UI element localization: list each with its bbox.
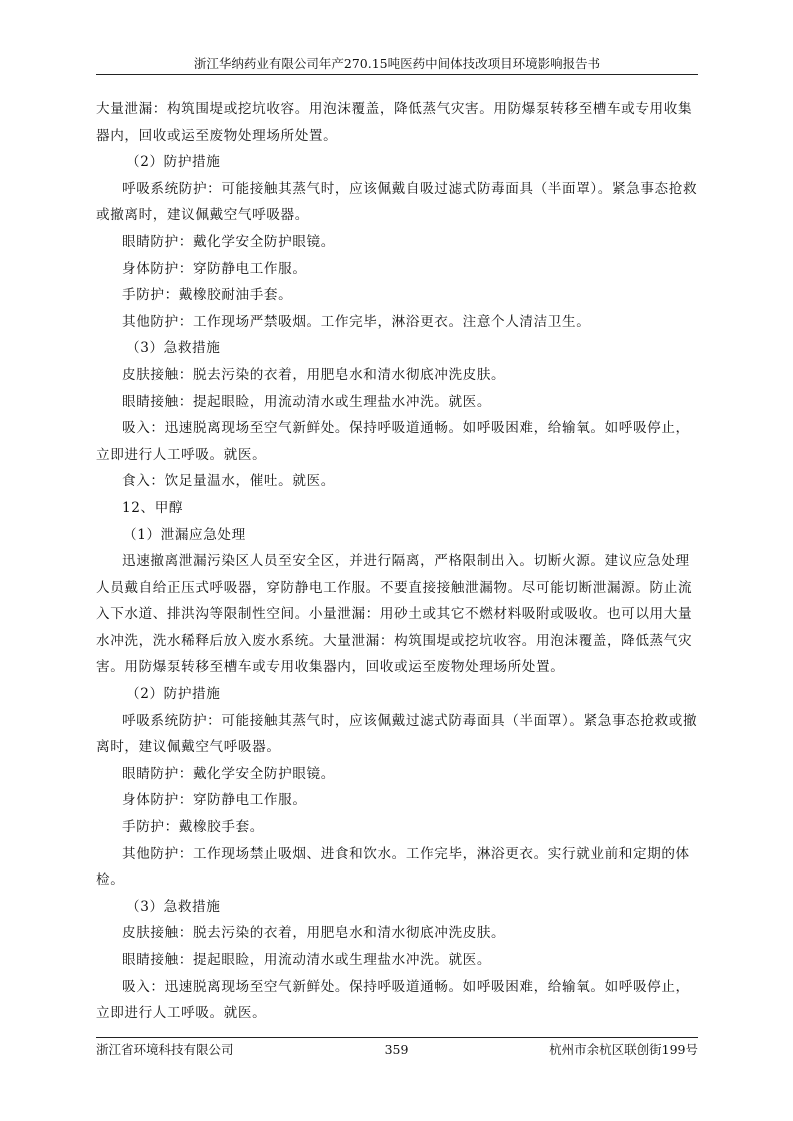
- paragraph: 手防护：戴橡胶手套。: [122, 819, 264, 836]
- paragraph: 吸入：迅速脱离现场至空气新鲜处。保持呼吸道通畅。如呼吸困难，给输氧。如呼吸停止，立即进行人工呼吸。就医。: [96, 420, 690, 463]
- paragraph: 身体防护：穿防静电工作服。: [122, 260, 307, 277]
- paragraph: （2）防护措施: [126, 686, 221, 703]
- paragraph: 其他防护：工作现场禁止吸烟、进食和饮水。工作完毕，淋浴更衣。实行就业前和定期的体检。: [96, 845, 690, 889]
- footer-address: 杭州市余杭区联创街199号: [549, 1042, 698, 1057]
- paragraph: 吸入：迅速脱离现场至空气新鲜处。保持呼吸道通畅。如呼吸困难，给输氧。如呼吸停止，立即进行人工呼吸。就医。: [96, 978, 690, 1022]
- paragraph: 皮肤接触：脱去污染的衣着，用肥皂水和清水彻底冲洗皮肤。: [122, 366, 506, 383]
- paragraph: 眼睛接触：提起眼睑，用流动清水或生理盐水冲洗。就医。: [122, 952, 492, 968]
- paragraph: （1）泄漏应急处理: [123, 526, 246, 543]
- paragraph: （2）防护措施: [126, 154, 221, 171]
- footer-company: 浙江省环境科技有限公司: [96, 1042, 234, 1057]
- document-body: [96, 96, 698, 1027]
- paragraph: 皮肤接触：脱去污染的衣着，用肥皂水和清水彻底冲洗皮肤。: [122, 925, 506, 942]
- paragraph: 12、甲醇: [122, 499, 184, 516]
- page-number: 359: [384, 1042, 409, 1057]
- paragraph: 食入：饮足量温水，催吐。就医。: [122, 473, 335, 490]
- footer-divider: [96, 1037, 698, 1038]
- paragraph: 眼睛防护：戴化学安全防护眼镜。: [122, 765, 335, 782]
- paragraph: 其他防护：工作现场严禁吸烟。工作完毕，淋浴更衣。注意个人清洁卫生。: [122, 313, 591, 330]
- paragraph: 迅速撤离泄漏污染区人员至安全区，并进行隔离，严格限制出入。切断火源。建议应急处理人员戴自给正压式呼吸器，穿防静电工作服。不要直接接触泄漏物。尽可能切断泄漏源。防止流入下水道、排洪沟等限制性空间。小量泄漏：用砂土或其它不燃材料吸附或吸收。也可以用大量水冲洗，洗水稀释后放入废水系统。大量泄漏：构筑围堤或挖坑收容。用泡沫覆盖，降低蒸气灾害。用防爆泵转移至槽车或专用收集器内，回收或运至废物处理场所处置。: [96, 553, 693, 676]
- page-header: 浙江华纳药业有限公司年产270.15吨医药中间体技改项目环境影响报告书: [193, 56, 601, 71]
- paragraph: 眼睛接触：提起眼睑，用流动清水或生理盐水冲洗。就医。: [122, 393, 492, 410]
- paragraph: （3）急救措施: [126, 340, 221, 357]
- paragraph: （3）急救措施: [126, 898, 221, 915]
- paragraph: 呼吸系统防护：可能接触其蒸气时，应该佩戴自吸过滤式防毒面具（半面罩）。紧急事态抢救或撤离时，建议佩戴空气呼吸器。: [96, 180, 698, 224]
- paragraph: 眼睛防护：戴化学安全防护眼镜。: [122, 233, 335, 250]
- paragraph: 手防护：戴橡胶耐油手套。: [122, 287, 293, 304]
- header-divider: [96, 74, 698, 75]
- paragraph: 身体防护：穿防静电工作服。: [122, 792, 307, 809]
- paragraph: 大量泄漏：构筑围堤或挖坑收容。用泡沫覆盖，降低蒸气灾害。用防爆泵转移至槽车或专用收集器内，回收或运至废物处理场所处置。: [96, 101, 693, 144]
- paragraph: 呼吸系统防护：可能接触其蒸气时，应该佩戴过滤式防毒面具（半面罩）。紧急事态抢救或撤离时，建议佩戴空气呼吸器。: [96, 712, 698, 756]
